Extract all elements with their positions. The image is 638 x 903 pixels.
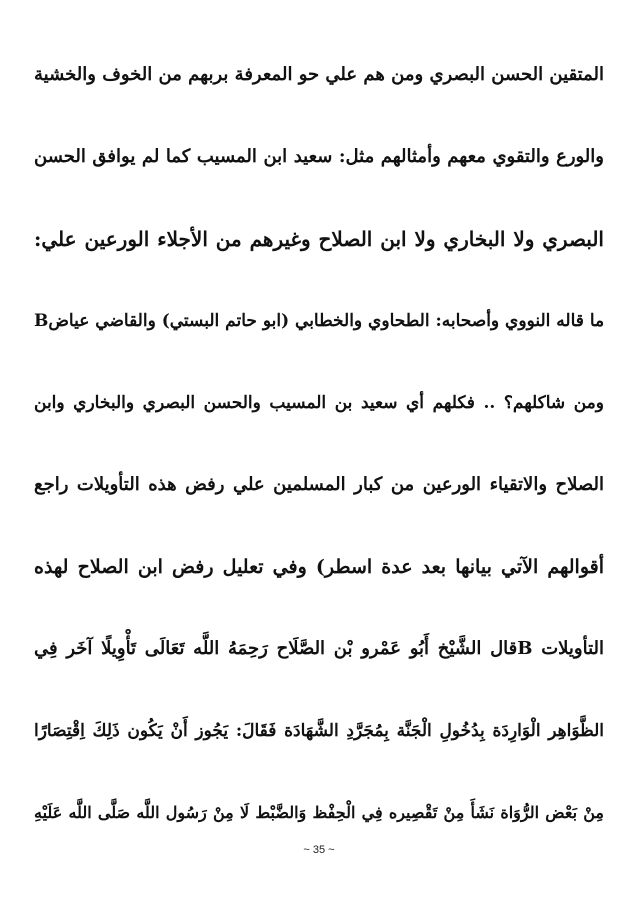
text-line: Bما قاله النووي وأصحابه: الطحاوي والخطابي (ابو حاتم البستي) والقاضي عياض: [34, 311, 604, 331]
text-line: التأويلات Bقال الشَّيْخ أَبُو عَمْرو بْن الصَّلَاح رَحِمَهُ اللَّه تَعَالَى تَأْوِيلًا آخَر فِي: [34, 638, 604, 659]
page-number: ~ 35 ~: [303, 844, 335, 856]
text-line: البصري ولا البخاري ولا ابن الصلاح وغيرهم من الأجلاء الورعين علي:: [34, 227, 604, 251]
text-line: مِنْ بَعْض الرُّوَاة نَشَأَ مِنْ تَقْصِيره فِي الْحِفْظ وَالضَّبْط لَا مِنْ رَسُول اللَّه صَلَّى اللَّه عَلَيْهِ: [34, 803, 604, 822]
arabic-text-block: [34, 40, 604, 860]
text-line: ومن شاكلهم؟ .. فكلهم أي سعيد بن المسيب والحسن البصري والبخاري وابن: [34, 393, 604, 413]
text-line: والورع والتقوي معهم وأمثالهم مثل: سعيد ابن المسيب كما لم يوافق الحسن: [34, 146, 604, 167]
text-line: أقوالهم الآتي بيانها بعد عدة اسطر) وفي تعليل رفض ابن الصلاح لهذه: [34, 556, 604, 578]
text-line: الظَّوَاهِر الْوَارِدَة بِدُخُولِ الْجَنَّة بِمُجَرَّدِ الشَّهَادَة فَقَالَ: يَجُوز أَنْ يَكُون ذَلِكَ اِقْتِصَارًا: [34, 721, 604, 741]
text-line: الصلاح والاتقياء الورعين من كبار المسلمين علي رفض هذه التأويلات راجع: [34, 474, 604, 495]
text-line: المتقين الحسن البصري ومن هم علي حو المعرفة بربهم من الخوف والخشية: [34, 64, 604, 85]
